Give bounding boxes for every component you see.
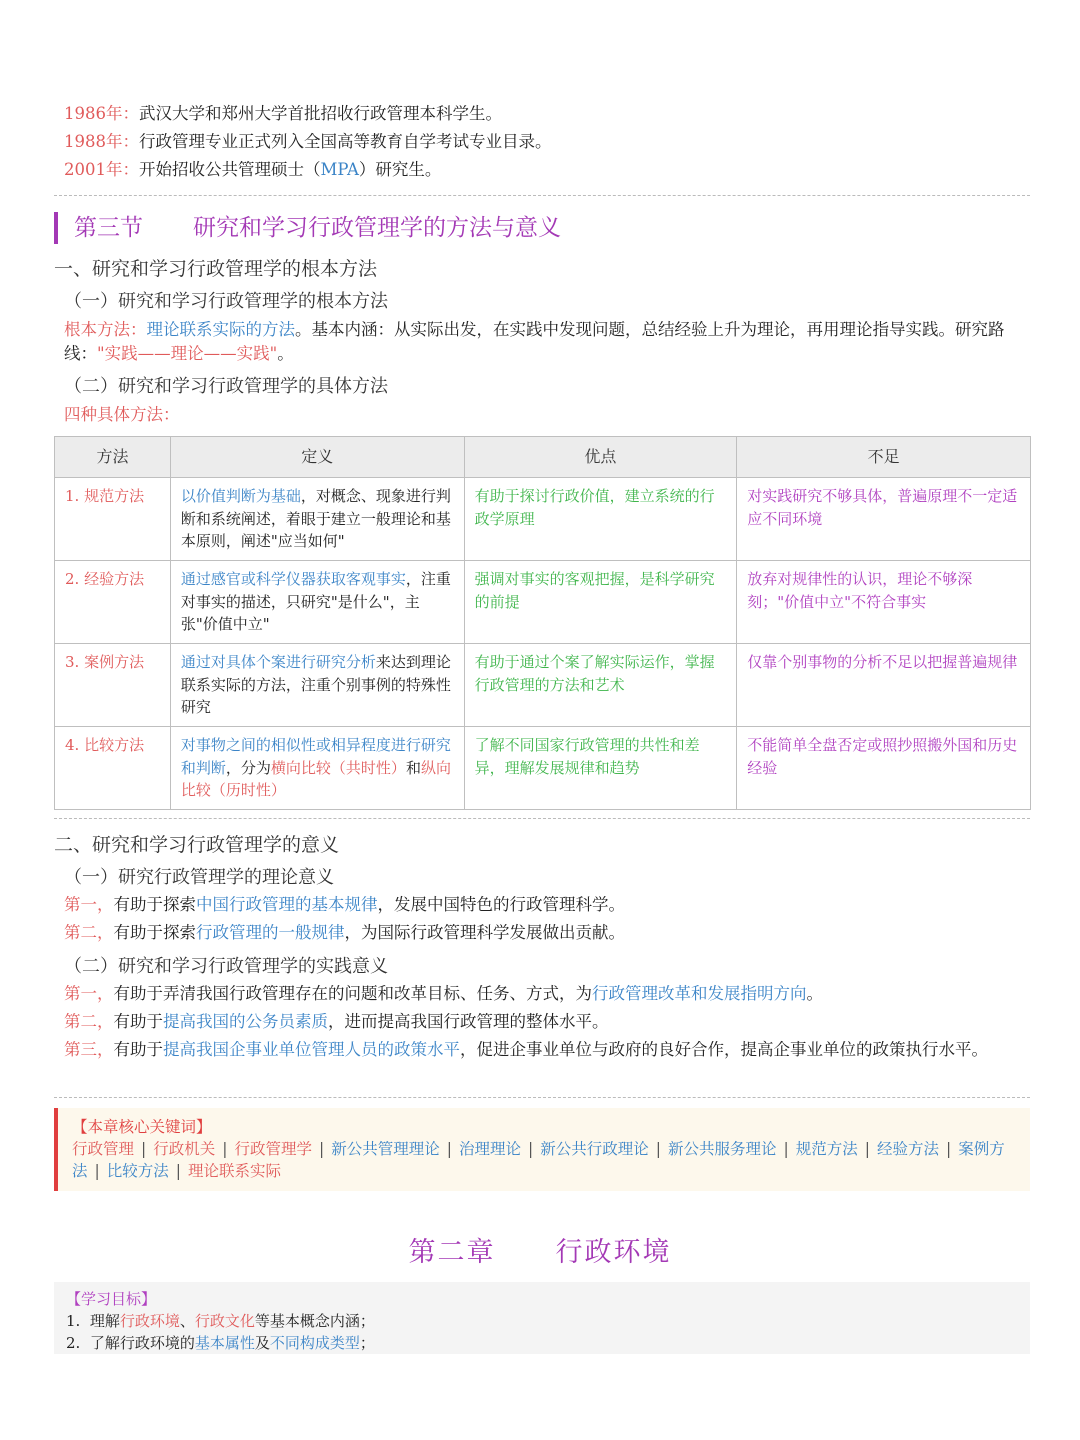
- point-key: 行政管理改革和发展指明方向: [592, 984, 807, 1003]
- practice-point-2: [64, 1008, 609, 1036]
- pros-cell: 了解不同国家行政管理的共性和差异，理解发展规律和趋势: [464, 727, 737, 810]
- history-text: 行政管理专业正式列入全国高等教育自学考试专业目录。: [139, 132, 552, 151]
- point-text: 有助于探索: [113, 923, 196, 942]
- point-text: ，进而提高我国行政管理的整体水平。: [328, 1012, 609, 1031]
- part2-sub1: （一）研究行政管理学的理论意义: [64, 867, 334, 888]
- core-keywords-box: [54, 1108, 1030, 1191]
- goal-text: 等基本概念内涵；: [254, 1312, 375, 1330]
- basic-label: 根本方法：: [64, 320, 147, 339]
- cons-cell: 不能简单全盘否定或照抄照搬外国和历史经验: [737, 727, 1031, 810]
- definition-cell: [170, 478, 464, 561]
- goal-num: 1.: [66, 1312, 81, 1330]
- keywords-title: 【本章核心关键词】: [72, 1118, 212, 1136]
- pros-cell: 强调对事实的客观把握，是科学研究的前提: [464, 561, 737, 644]
- history-text: ）研究生。: [358, 160, 442, 179]
- practice-point-1: [64, 980, 823, 1008]
- history-text: 开始招收公共管理硕士（: [139, 160, 321, 179]
- chapter-title: 行政环境: [555, 1237, 672, 1268]
- methods-table: [54, 436, 1031, 810]
- horizontal-comparison: 横向比较（共时性）: [270, 758, 406, 777]
- header-definition: 定义: [170, 437, 464, 478]
- point-key: 提高我国的公务员素质: [163, 1012, 328, 1031]
- point-text: 有助于弄清我国行政管理存在的问题和改革目标、任务、方式，为: [113, 984, 592, 1003]
- keyword: 案例方法: [72, 1140, 1005, 1180]
- keyword: 新公共管理理论: [331, 1140, 440, 1158]
- year-label: 2001年：: [64, 160, 139, 179]
- point-key: 中国行政管理的基本规律: [196, 895, 378, 914]
- definition-text: ，对概念、现象进行判断和系统阐述，着眼于建立一般理论和基本原则，阐述"应当如何": [180, 487, 451, 550]
- definition-cell: [170, 561, 464, 644]
- pros-cell: 有助于通过个案了解实际运作，掌握行政管理的方法和艺术: [464, 644, 737, 727]
- four-methods-label: 四种具体方法：: [64, 405, 180, 424]
- definition-key: 通过感官或科学仪器获取客观事实: [180, 570, 406, 588]
- point-label: 第三，: [64, 1040, 114, 1059]
- header-pros: 优点: [464, 437, 737, 478]
- point-label: 第一，: [64, 984, 114, 1003]
- theory-point-2: [64, 919, 625, 947]
- divider: [54, 818, 1030, 819]
- method-cell: 1. 规范方法: [55, 478, 171, 561]
- keyword: 行政管理学: [234, 1140, 313, 1158]
- keyword: 治理理论: [459, 1140, 522, 1158]
- chapter-heading: [0, 1230, 1080, 1269]
- history-2001: [64, 156, 441, 184]
- point-label: 第二，: [64, 1012, 114, 1031]
- point-text: ，发展中国特色的行政管理科学。: [377, 895, 625, 914]
- table-row: [55, 727, 1031, 810]
- point-label: 第二，: [64, 923, 114, 942]
- goal-text: 、: [179, 1312, 195, 1330]
- goals-title: 【学习目标】: [66, 1290, 157, 1308]
- table-row: [55, 561, 1031, 644]
- cons-cell: 放弃对规律性的认识，理论不够深刻；"价值中立"不符合事实: [737, 561, 1031, 644]
- basic-method-para: [64, 318, 1032, 366]
- theory-point-1: [64, 891, 625, 919]
- part2-sub2: （二）研究和学习行政管理学的实践意义: [64, 956, 388, 977]
- part1-sub1: （一）研究和学习行政管理学的根本方法: [64, 291, 388, 312]
- goal-text: 了解行政环境的: [89, 1334, 195, 1352]
- goal-item: [66, 1332, 1018, 1354]
- year-label: 1988年：: [64, 132, 139, 151]
- route-end: 。: [277, 344, 294, 363]
- keyword: 比较方法: [106, 1162, 169, 1180]
- section-heading: [54, 212, 561, 244]
- divider: [54, 195, 1030, 196]
- definition-text: 和: [405, 758, 421, 777]
- vertical-comparison: 纵向比较（历时性）: [180, 758, 451, 799]
- point-text: ，促进企事业单位与政府的良好合作，提高企事业单位的政策执行水平。: [460, 1040, 988, 1059]
- year-label: 1986年：: [64, 104, 139, 123]
- goal-key: 行政环境: [119, 1312, 180, 1330]
- definition-text: ，分为: [225, 758, 271, 777]
- keyword: 规范方法: [795, 1140, 858, 1158]
- keywords-list: 行政管理 | 行政机关 | 行政管理学 | 新公共管理理论 | 治理理论 | 新公共行政理论 | 新公共服务理论 | 规范方法 | 经验方法 | 案例方法 | 比较方法 | 理论联系实际: [72, 1140, 1005, 1180]
- point-label: 第一，: [64, 895, 114, 914]
- divider: [54, 1097, 1030, 1098]
- history-1986: [64, 100, 502, 128]
- definition-text: ，注重对事实的描述，只研究"是什么"，主张"价值中立": [180, 570, 451, 633]
- keyword: 行政管理: [72, 1140, 135, 1158]
- point-text: 有助于: [113, 1040, 163, 1059]
- cons-cell: 仅靠个别事物的分析不足以把握普遍规律: [737, 644, 1031, 727]
- goal-key: 基本属性: [194, 1334, 255, 1352]
- practice-point-3: [64, 1038, 1032, 1062]
- part1-sub2: （二）研究和学习行政管理学的具体方法: [64, 376, 388, 397]
- part2-heading: 二、研究和学习行政管理学的意义: [54, 834, 340, 856]
- point-text: 。: [806, 984, 823, 1003]
- definition-text: 来达到理论联系实际的方法，注重个别事例的特殊性研究: [180, 653, 451, 716]
- definition-key: 通过对具体个案进行研究分析: [180, 653, 376, 671]
- point-key: 提高我国企事业单位管理人员的政策水平: [163, 1040, 460, 1059]
- history-text: 武汉大学和郑州大学首批招收行政管理本科学生。: [139, 104, 502, 123]
- research-route: "实践——理论——实践": [97, 344, 278, 363]
- point-text: ，为国际行政管理科学发展做出贡献。: [344, 923, 625, 942]
- table-row: [55, 478, 1031, 561]
- goal-num: 2.: [66, 1334, 81, 1352]
- goal-text: 理解: [89, 1312, 120, 1330]
- learning-goals-box: [54, 1282, 1030, 1354]
- header-cons: 不足: [737, 437, 1031, 478]
- chapter-label: 第二章: [408, 1237, 496, 1268]
- section-title: 研究和学习行政管理学的方法与意义: [193, 215, 561, 241]
- keyword: 经验方法: [877, 1140, 940, 1158]
- table-row: [55, 644, 1031, 727]
- goal-text: ；: [359, 1334, 375, 1352]
- header-method: 方法: [55, 437, 171, 478]
- keyword: 新公共行政理论: [540, 1140, 649, 1158]
- goal-key: 不同构成类型: [269, 1334, 360, 1352]
- pros-cell: 有助于探讨行政价值，建立系统的行政学原理: [464, 478, 737, 561]
- definition-cell: [170, 727, 464, 810]
- method-cell: 3. 案例方法: [55, 644, 171, 727]
- section-label: 第三节: [74, 215, 143, 241]
- point-text: 有助于探索: [113, 895, 196, 914]
- definition-key: 以价值判断为基础: [180, 487, 301, 505]
- goal-item: [66, 1310, 1018, 1332]
- point-text: 有助于: [113, 1012, 163, 1031]
- definition-key: 对事物之间的相似性或相异程度进行研究和判断: [180, 736, 451, 777]
- method-cell: 4. 比较方法: [55, 727, 171, 810]
- cons-cell: 对实践研究不够具体，普遍原理不一定适应不同环境: [737, 478, 1031, 561]
- keyword: 行政机关: [153, 1140, 216, 1158]
- part1-heading: 一、研究和学习行政管理学的根本方法: [54, 258, 378, 280]
- mpa-abbr: MPA: [320, 160, 359, 179]
- table-header-row: [55, 437, 1031, 478]
- basic-text: 。基本内涵：从实际出发，在实践中发现问题，总结经验上升为理论，再用理论指导实践。研究路线：: [64, 320, 1005, 363]
- definition-cell: [170, 644, 464, 727]
- goal-text: 及: [254, 1334, 270, 1352]
- goal-key: 行政文化: [194, 1312, 255, 1330]
- basic-method: 理论联系实际的方法: [146, 320, 295, 339]
- keyword: 新公共服务理论: [668, 1140, 777, 1158]
- history-1988: [64, 128, 552, 156]
- point-key: 行政管理的一般规律: [196, 923, 345, 942]
- keyword: 理论联系实际: [188, 1162, 282, 1180]
- method-cell: 2. 经验方法: [55, 561, 171, 644]
